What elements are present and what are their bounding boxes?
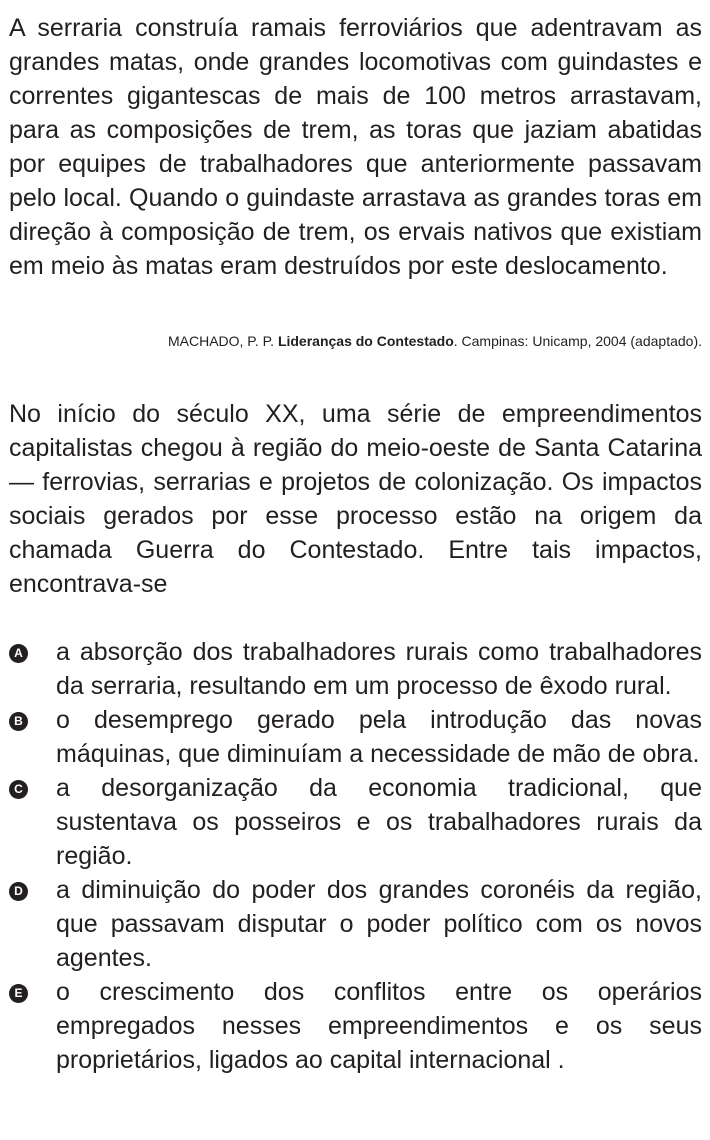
citation-details: . Campinas: Unicamp, 2004 (adaptado). [453, 333, 702, 349]
citation-work-title: Lideranças do Contestado [277, 333, 454, 349]
option-e[interactable] [9, 975, 702, 1077]
option-a[interactable] [9, 635, 702, 703]
option-c[interactable] [9, 771, 702, 873]
option-b[interactable] [9, 703, 702, 771]
option-d-text: a diminuição do poder dos grandes coronéis da região, que passavam disputar o poder político com os novos agentes. [56, 876, 702, 972]
option-a-text: a absorção dos trabalhadores rurais como trabalhadores da serraria, resultando em um processo de êxodo rural. [56, 638, 702, 700]
option-d[interactable] [9, 873, 702, 975]
option-c-text: a desorganização da economia tradicional, que sustentava os posseiros e os trabalhadores rurais da região. [56, 774, 702, 870]
option-d-letter-icon: D [9, 882, 28, 901]
source-citation [168, 331, 702, 351]
option-c-letter-icon: C [9, 780, 28, 799]
option-e-text: o crescimento dos conflitos entre os operários empregados nesses empreendimentos e os seus proprietários, ligados ao capital internacional . [56, 978, 702, 1074]
option-b-text: o desemprego gerado pela introdução das novas máquinas, que diminuíam a necessidade de mão de obra. [56, 706, 702, 768]
option-e-letter-icon: E [9, 984, 28, 1003]
option-a-letter-icon: A [9, 644, 28, 663]
option-b-letter-icon: B [9, 712, 28, 731]
question-stem: No início do século XX, uma série de empreendimentos capitalistas chegou à região do meio-oeste de Santa Catarina — ferrovias, serrarias e projetos de colonização. Os impactos sociais gerados por esse processo estão na origem da chamada Guerra do Contestado. Entre tais impactos, encontrava-se [9, 400, 702, 598]
citation-author: MACHADO, P. P. [167, 333, 275, 349]
answer-options [9, 635, 702, 1077]
source-passage: A serraria construía ramais ferroviários que adentravam as grandes matas, onde grandes locomotivas com guindastes e correntes gigantescas de mais de 100 metros arrastavam, para as composições de trem, as toras que jaziam abatidas por equipes de trabalhadores que anteriormente passavam pelo local. Quando o guindaste arrastava as grandes toras em direção à composição de trem, os ervais nativos que existiam em meio às matas eram destruídos por este deslocamento. [9, 14, 702, 280]
